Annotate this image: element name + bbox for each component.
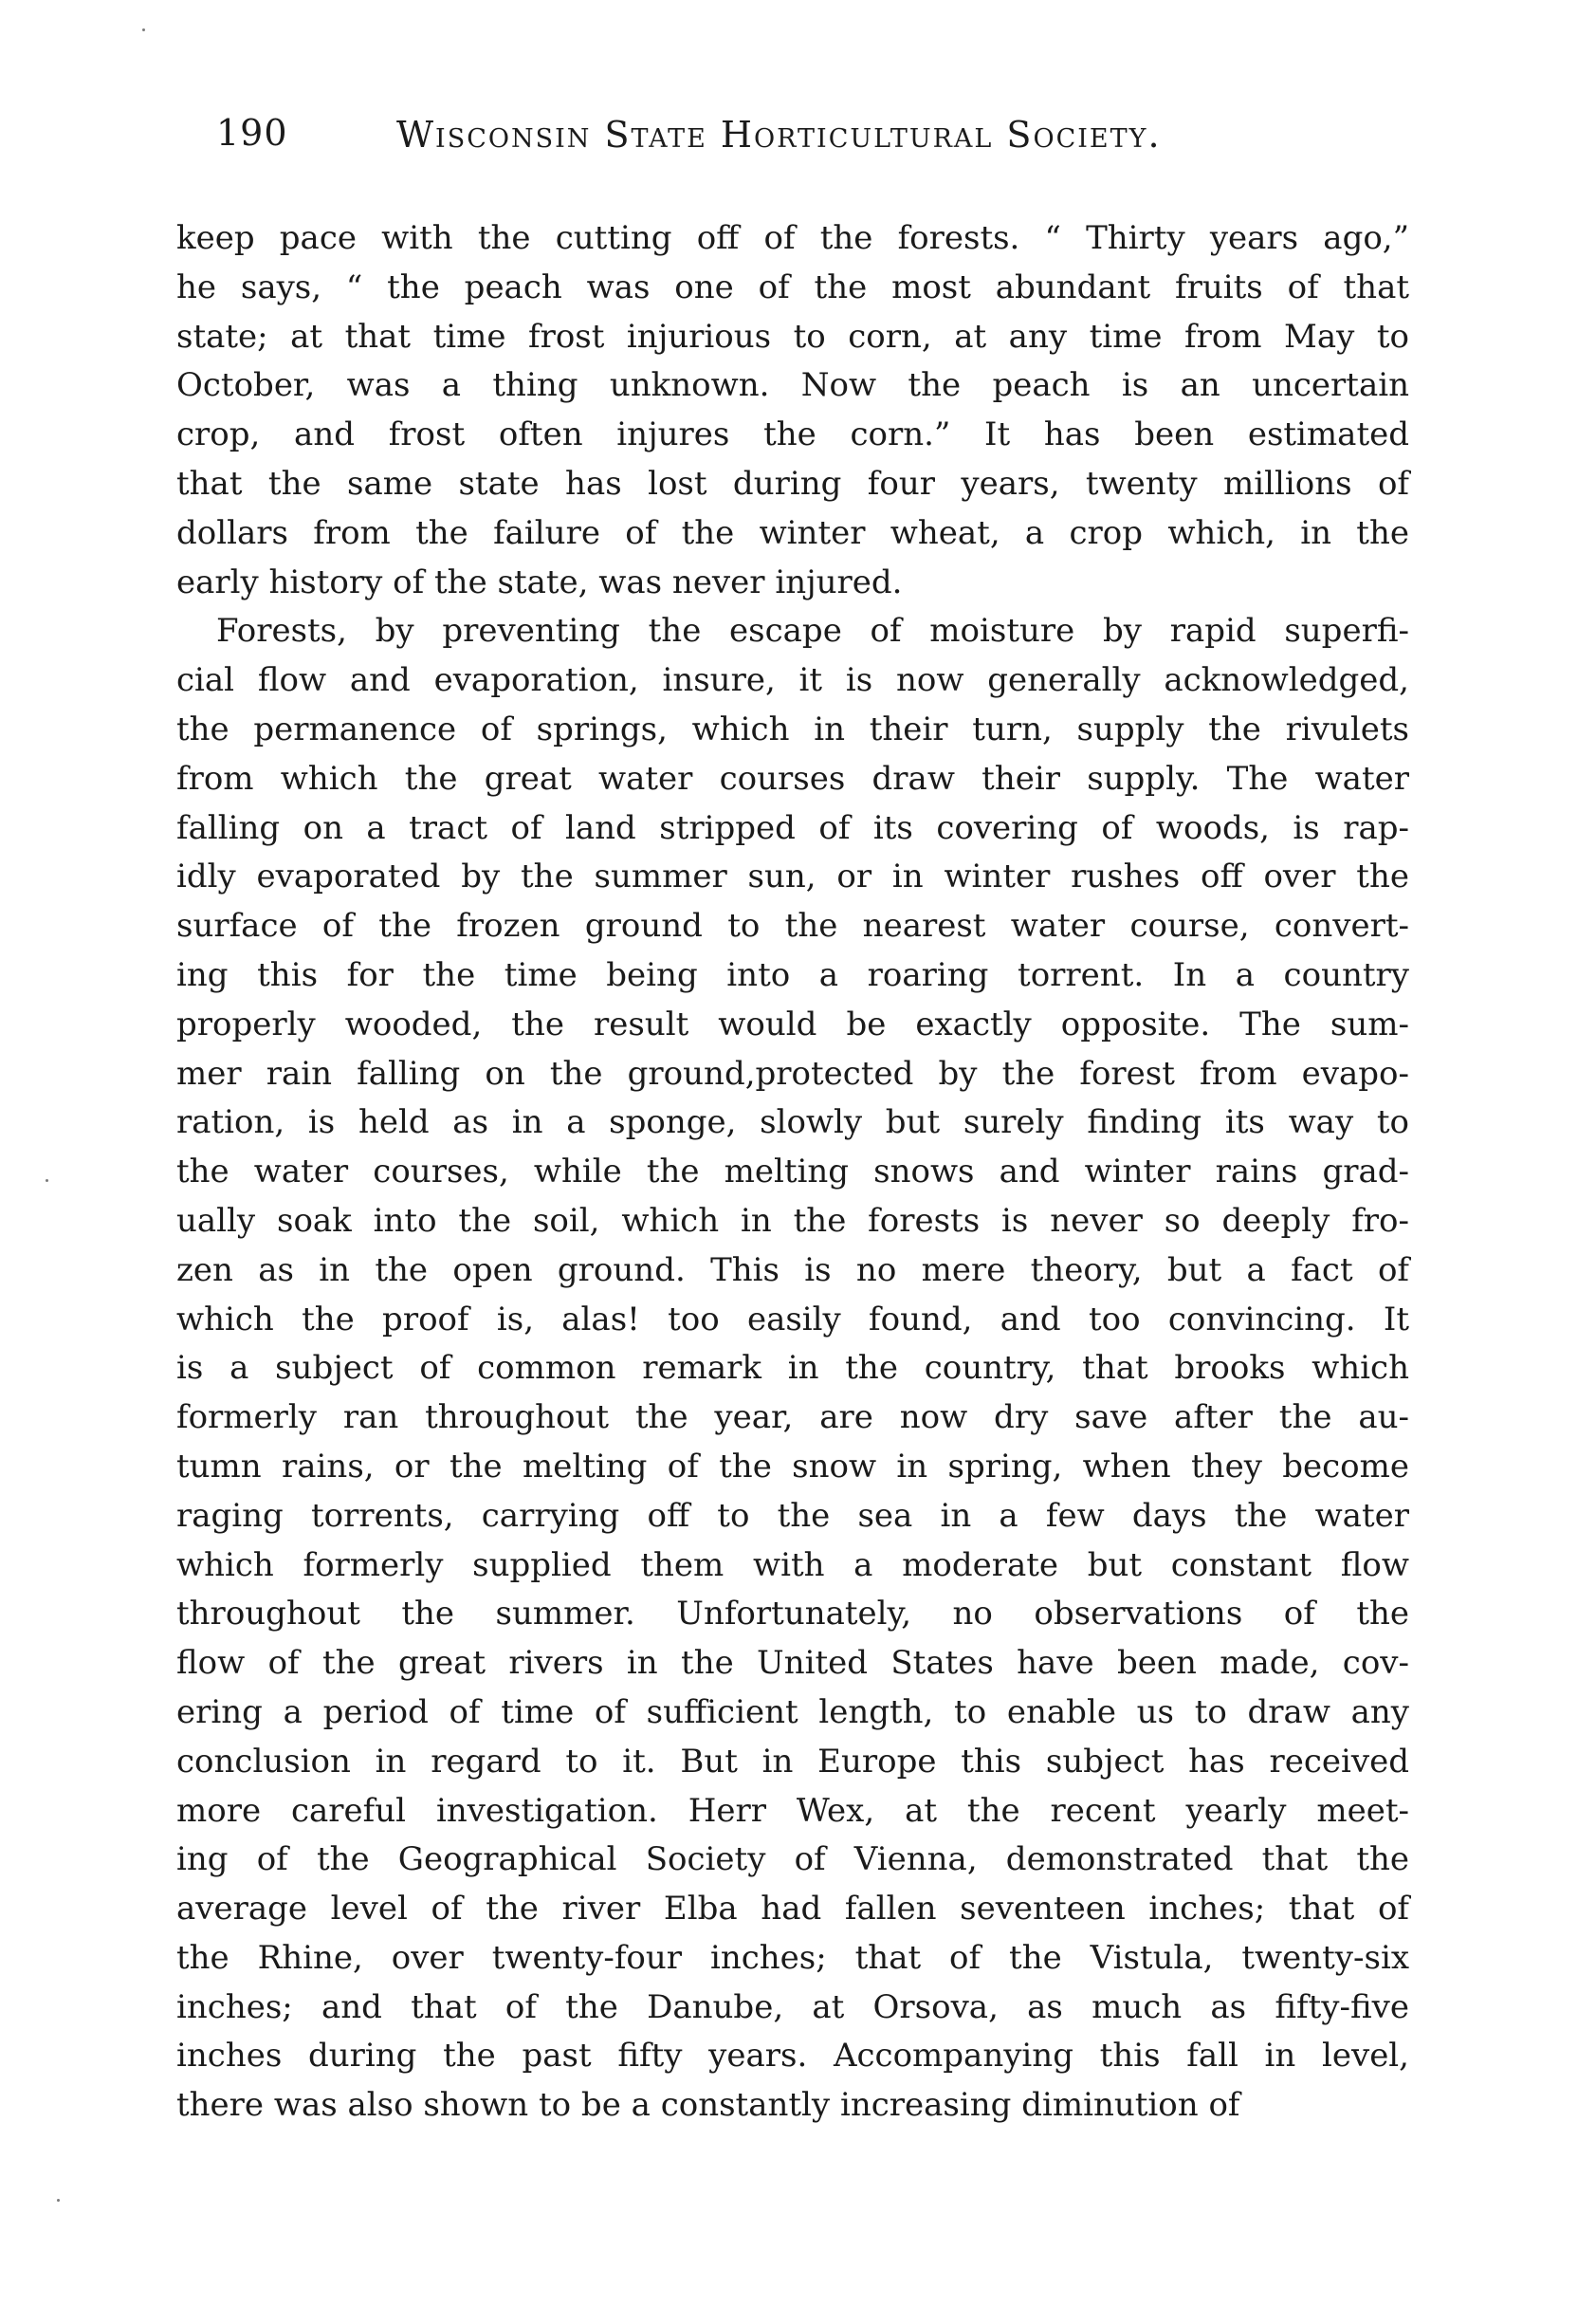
text-line: inches during the past fifty years. Accompanying this fall in level,	[176, 2037, 1409, 2076]
text-line: keep pace with the cutting off of the forests. “ Thirty years ago,”	[176, 219, 1409, 257]
text-line: ration, is held as in a sponge, slowly but surely finding its way to	[176, 1103, 1409, 1142]
page-number: 190	[216, 112, 288, 154]
running-head: Wisconsin State Horticultural Society.	[396, 114, 1162, 156]
text-line: formerly ran throughout the year, are now dry save after the au-	[176, 1398, 1409, 1437]
text-line: crop, and frost often injures the corn.” It has been estimated	[176, 415, 1409, 454]
paper-speck	[57, 2199, 60, 2202]
body-text	[176, 214, 1409, 2131]
text-line: that the same state has lost during four years, twenty millions of	[176, 464, 1409, 503]
text-line: conclusion in regard to it. But in Europe this subject has received	[176, 1742, 1409, 1781]
text-line: falling on a tract of land stripped of its covering of woods, is rap-	[176, 808, 1409, 847]
text-line: Forests, by preventing the escape of moisture by rapid superfi-	[216, 612, 1409, 651]
text-line: ually soak into the soil, which in the forests is never so deeply fro-	[176, 1201, 1409, 1240]
text-line: tumn rains, or the melting of the snow in spring, when they become	[176, 1447, 1409, 1486]
paper-speck	[46, 1179, 48, 1182]
text-line: October, was a thing unknown. Now the peach is an uncertain	[176, 366, 1409, 405]
text-line: state; at that time frost injurious to corn, at any time from May to	[176, 317, 1409, 356]
text-line: average level of the river Elba had fallen seventeen inches; that of	[176, 1890, 1409, 1929]
page-header	[216, 106, 1259, 173]
text-line: ering a period of time of sufficient length, to enable us to draw any	[176, 1692, 1409, 1731]
text-line: zen as in the open ground. This is no mere theory, but a fact of	[176, 1250, 1409, 1289]
text-line: the permanence of springs, which in their turn, supply the rivulets	[176, 710, 1409, 748]
text-line: ing this for the time being into a roaring torrent. In a country	[176, 955, 1409, 994]
text-line: the Rhine, over twenty-four inches; that of the Vistula, twenty-six	[176, 1938, 1409, 1977]
text-line: mer rain falling on the ground,protected by the forest from evapo-	[176, 1054, 1409, 1093]
text-line: which the proof is, alas! too easily found, and too convincing. It	[176, 1300, 1409, 1338]
text-line: more careful investigation. Herr Wex, at the recent yearly meet-	[176, 1791, 1409, 1830]
text-line: idly evaporated by the summer sun, or in winter rushes off over the	[176, 858, 1409, 896]
text-line: early history of the state, was never injured.	[176, 563, 903, 601]
text-line: ing of the Geographical Society of Vienna, demonstrated that the	[176, 1840, 1409, 1879]
text-line: inches; and that of the Danube, at Orsova, as much as fifty-five	[176, 1987, 1409, 2026]
text-line: cial flow and evaporation, insure, it is now generally acknowledged,	[176, 661, 1409, 700]
text-line: from which the great water courses draw their supply. The water	[176, 759, 1409, 798]
text-line: throughout the summer. Unfortunately, no observations of the	[176, 1595, 1409, 1633]
text-line: flow of the great rivers in the United States have been made, cov-	[176, 1644, 1409, 1683]
text-line: there was also shown to be a constantly increasing diminution of	[176, 2086, 1240, 2125]
text-line: the water courses, while the melting snows and winter rains grad-	[176, 1153, 1409, 1191]
text-line: raging torrents, carrying off to the sea in a few days the water	[176, 1496, 1409, 1535]
text-line: properly wooded, the result would be exactly opposite. The sum-	[176, 1005, 1409, 1043]
text-line: dollars from the failure of the winter wheat, a crop which, in the	[176, 513, 1409, 552]
paper-speck	[142, 28, 145, 31]
text-line: surface of the frozen ground to the nearest water course, convert-	[176, 907, 1409, 946]
text-line: is a subject of common remark in the country, that brooks which	[176, 1349, 1409, 1388]
text-line: which formerly supplied them with a moderate but constant flow	[176, 1545, 1409, 1584]
text-line: he says, “ the peach was one of the most abundant fruits of that	[176, 268, 1409, 306]
